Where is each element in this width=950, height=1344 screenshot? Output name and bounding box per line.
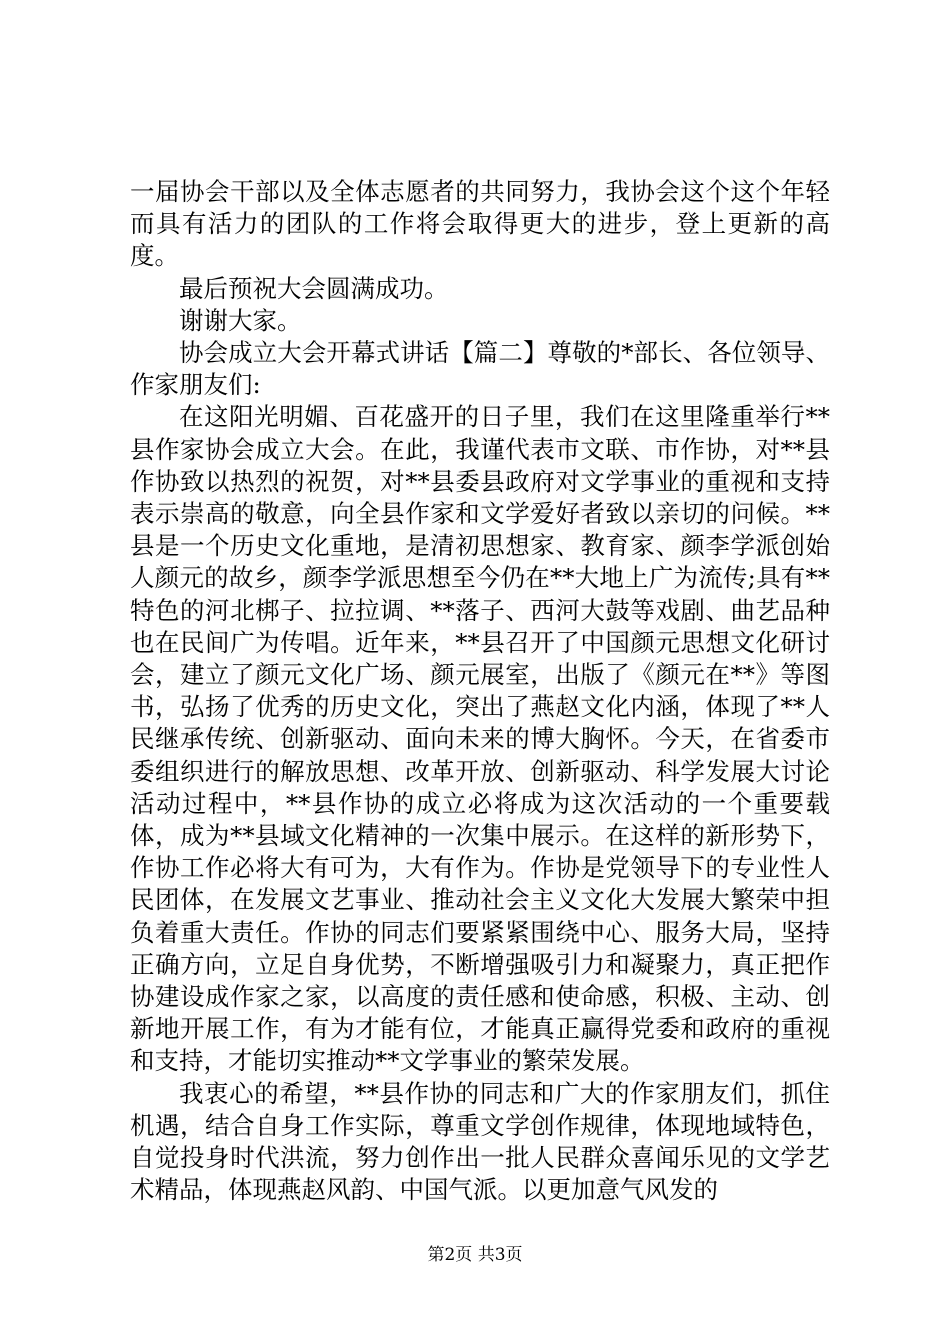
- paragraph-hope: 我衷心的希望，**县作协的同志和广大的作家朋友们，抓住机遇，结合自身工作实际，尊重文学创作规律，体现地域特色，自觉投身时代洪流，努力创作出一批人民群众喜闻乐见的文学艺术精品，体现燕赵风韵、中国气派。以更加意气风发的: [130, 1078, 830, 1205]
- paragraph-continuation: 一届协会干部以及全体志愿者的共同努力，我协会这个这个年轻而具有活力的团队的工作将会取得更大的进步，登上更新的高度。: [130, 177, 830, 271]
- paragraph-thanks: 谢谢大家。: [179, 305, 302, 335]
- document-body: [130, 176, 830, 1207]
- paragraph-closing-wish: 最后预祝大会圆满成功。: [179, 273, 449, 303]
- paragraph-main-speech: 在这阳光明媚、百花盛开的日子里，我们在这里隆重举行**县作家协会成立大会。在此，我谨代表市文联、市作协，对**县作协致以热烈的祝贺，对**县委县政府对文学事业的重视和支持表示崇高的敬意，向全县作家和文学爱好者致以亲切的问候。**县是一个历史文化重地，是清初思想家、教育家、颜李学派创始人颜元的故乡，颜李学派思想至今仍在**大地上广为流传;具有**特色的河北梆子、拉拉调、**落子、西河大鼓等戏剧、曲艺品种也在民间广为传唱。近年来，**县召开了中国颜元思想文化研讨会，建立了颜元文化广场、颜元展室，出版了《颜元在**》等图书，弘扬了优秀的历史文化，突出了燕赵文化内涵，体现了**人民继承传统、创新驱动、面向未来的博大胸怀。今天，在省委市委组织进行的解放思想、改革开放、创新驱动、科学发展大讨论活动过程中，**县作协的成立必将成为这次活动的一个重要载体，成为**县域文化精神的一次集中展示。在这样的新形势下，作协工作必将大有可为，大有作为。作协是党领导下的专业性人民团体，在发展文艺事业、推动社会主义文化大发展大繁荣中担负着重大责任。作协的同志们要紧紧围绕中心、服务大局，坚持正确方向，立足自身优势，不断增强吸引力和凝聚力，真正把作协建设成作家之家，以高度的责任感和使命感，积极、主动、创新地开展工作，有为才能有位，才能真正赢得党委和政府的重视和支持，才能切实推动**文学事业的繁荣发展。: [130, 402, 830, 1076]
- page-number-footer: 第2页 共3页: [427, 1245, 523, 1265]
- paragraph-speech-heading: 协会成立大会开幕式讲话【篇二】尊敬的*部长、各位领导、作家朋友们:: [130, 338, 830, 400]
